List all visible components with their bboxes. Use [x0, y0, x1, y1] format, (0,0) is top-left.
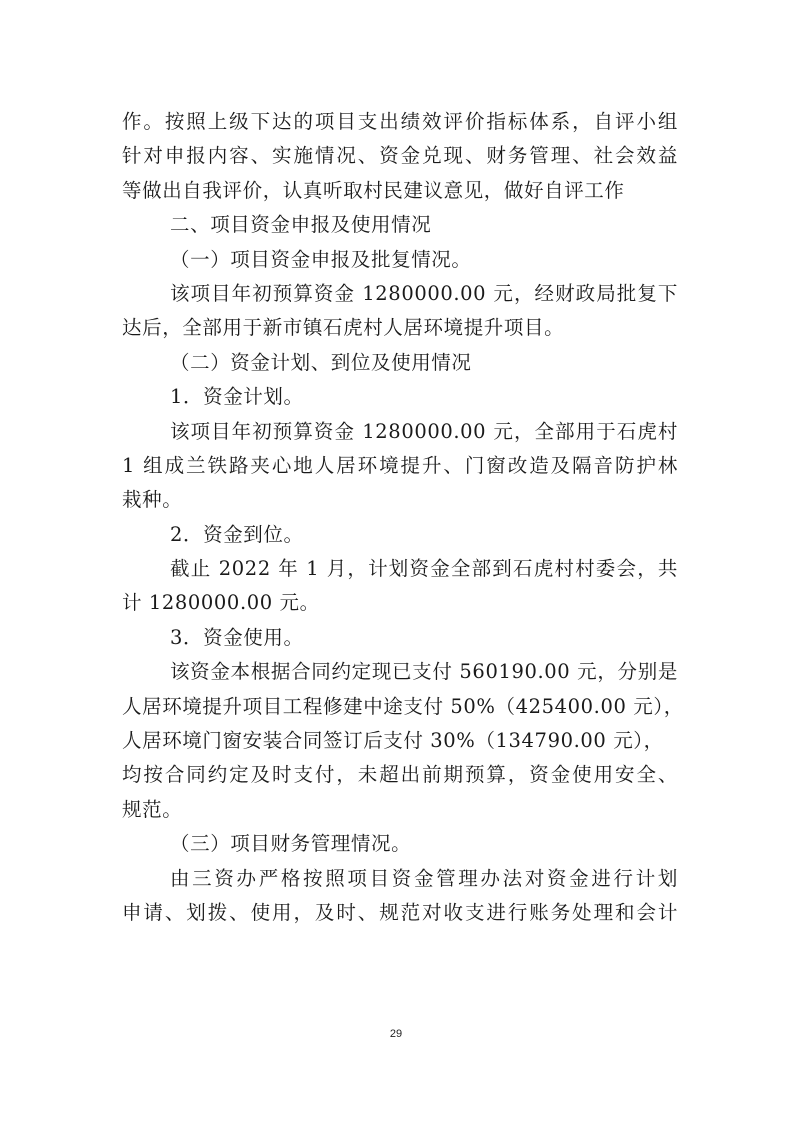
page-number: 29 — [389, 1028, 403, 1040]
text-line: 该资金本根据合同约定现已支付 560190.00 元，分别是 — [170, 660, 678, 684]
text-line: 规范。 — [122, 797, 183, 821]
text-line: 1 组成兰铁路夹心地人居环境提升、门窗改造及隔音防护林 — [122, 453, 678, 477]
text-line: 2．资金到位。 — [170, 522, 304, 546]
text-line: 二、项目资金申报及使用情况 — [170, 213, 432, 237]
text-line: 等做出自我评价，认真听取村民建议意见，做好自评工作 — [122, 178, 625, 202]
text-line: 人居环境提升项目工程修建中途支付 50%（425400.00 元）， — [122, 694, 684, 718]
text-line: 申请、划拨、使用，及时、规范对收支进行账务处理和会计 — [122, 900, 678, 924]
text-line: （一）项目资金申报及批复情况。 — [170, 247, 472, 271]
text-line: （三）项目财务管理情况。 — [170, 832, 412, 856]
text-line: 作。按照上级下达的项目支出绩效评价指标体系，自评小组 — [122, 110, 678, 133]
text-line: 计 1280000.00 元。 — [122, 591, 320, 615]
text-line: 达后，全部用于新市镇石虎村人居环境提升项目。 — [122, 316, 565, 340]
text-line: （二）资金计划、到位及使用情况 — [170, 350, 472, 374]
text-line: 1．资金计划。 — [170, 385, 304, 409]
text-line: 栽种。 — [122, 488, 183, 512]
body-text — [122, 105, 684, 930]
text-line: 人居环境门窗安装合同签订后支付 30%（134790.00 元）， — [122, 729, 664, 753]
text-line: 截止 2022 年 1 月，计划资金全部到石虎村村委会，共 — [170, 557, 678, 581]
text-line: 该项目年初预算资金 1280000.00 元，全部用于石虎村 — [170, 419, 678, 443]
text-line: 3．资金使用。 — [170, 625, 304, 649]
text-line: 均按合同约定及时支付，未超出前期预算，资金使用安全、 — [122, 763, 678, 787]
text-line: 针对申报内容、实施情况、资金兑现、财务管理、社会效益 — [122, 144, 678, 168]
text-line: 由三资办严格按照项目资金管理办法对资金进行计划 — [170, 866, 678, 890]
text-line: 该项目年初预算资金 1280000.00 元，经财政局批复下 — [170, 281, 678, 305]
